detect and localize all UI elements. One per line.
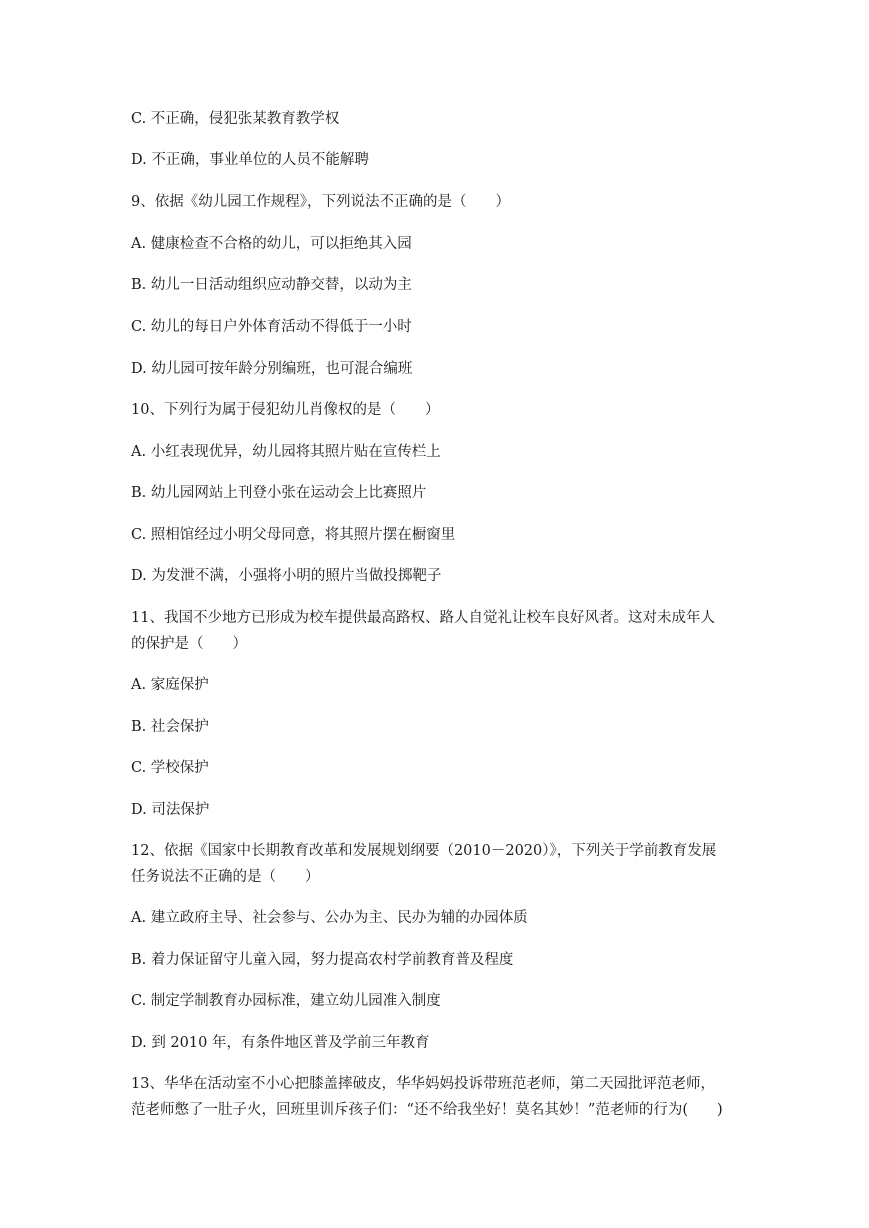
option-a-q10: A. 小红表现优异，幼儿园将其照片贴在宣传栏上 — [131, 444, 441, 460]
option-d-q9: D. 幼儿园可按年龄分别编班，也可混合编班 — [131, 361, 413, 377]
question-11-line-2: 的保护是（ ） — [131, 636, 247, 652]
question-9: 9、依据《幼儿园工作规程》，下列说法不正确的是（ ） — [131, 194, 510, 210]
question-13-line-1: 13、华华在活动室不小心把膝盖摔破皮，华华妈妈投诉带班范老师，第二天园批评范老师， — [131, 1076, 715, 1092]
option-b-q12: B. 着力保证留守儿童入园，努力提高农村学前教育普及程度 — [131, 952, 514, 968]
option-c-q8: C. 不正确，侵犯张某教育教学权 — [131, 111, 340, 127]
option-d-q12: D. 到 2010 年，有条件地区普及学前三年教育 — [131, 1035, 430, 1051]
option-c-q9: C. 幼儿的每日户外体育活动不得低于一小时 — [131, 319, 412, 335]
option-c-q11: C. 学校保护 — [131, 760, 209, 776]
option-c-q12: C. 制定学制教育办园标准，建立幼儿园准入制度 — [131, 993, 441, 1009]
option-b-q9: B. 幼儿一日活动组织应动静交替，以动为主 — [131, 277, 412, 293]
option-b-q10: B. 幼儿园网站上刊登小张在运动会上比赛照片 — [131, 485, 427, 501]
question-12-line-1: 12、依据《国家中长期教育改革和发展规划纲要（2010－2020）》，下列关于学前教育发展 — [131, 843, 717, 859]
option-a-q11: A. 家庭保护 — [131, 677, 209, 693]
question-13-line-2: 范老师憋了一肚子火，回班里训斥孩子们：“还不给我坐好！莫名其妙！”范老师的行为( ) — [131, 1102, 723, 1118]
option-b-q11: B. 社会保护 — [131, 719, 209, 735]
option-a-q12: A. 建立政府主导、社会参与、公办为主、民办为辅的办园体质 — [131, 910, 528, 926]
option-d-q10: D. 为发泄不满，小强将小明的照片当做投掷靶子 — [131, 568, 442, 584]
question-12-line-2: 任务说法不正确的是（ ） — [131, 869, 320, 885]
option-c-q10: C. 照相馆经过小明父母同意，将其照片摆在橱窗里 — [131, 527, 456, 543]
option-d-q8: D. 不正确，事业单位的人员不能解聘 — [131, 152, 369, 168]
question-11-line-1: 11、我国不少地方已形成为校车提供最高路权、路人自觉礼让校车良好风者。这对未成年人 — [131, 610, 715, 626]
option-a-q9: A. 健康检查不合格的幼儿，可以拒绝其入园 — [131, 236, 412, 252]
question-10: 10、下列行为属于侵犯幼儿肖像权的是（ ） — [131, 402, 440, 418]
option-d-q11: D. 司法保护 — [131, 802, 210, 818]
